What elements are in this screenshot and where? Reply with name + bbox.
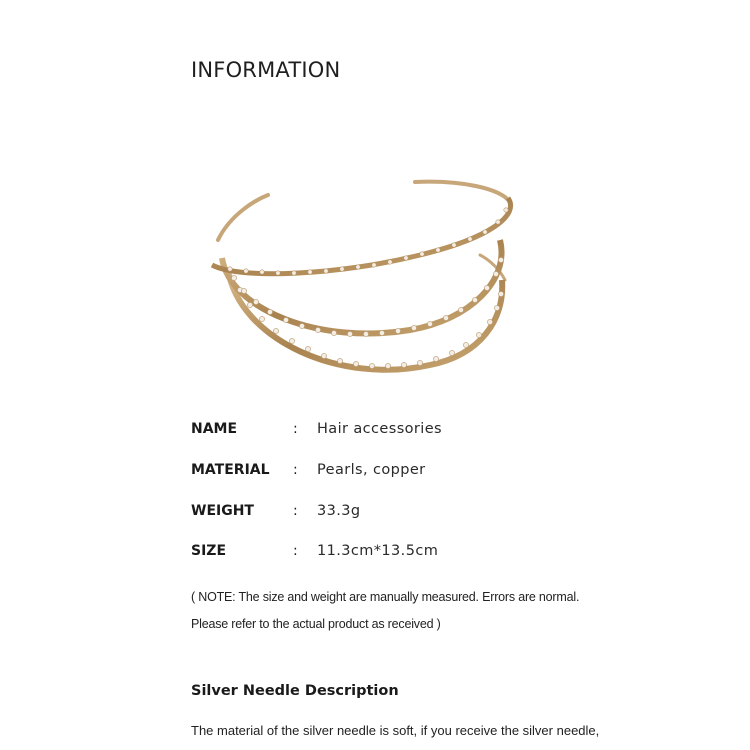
spec-row-weight bbox=[191, 503, 551, 527]
pearl-headband-image bbox=[200, 170, 530, 395]
spec-value: 11.3cm*13.5cm bbox=[317, 543, 439, 559]
spec-separator: : bbox=[293, 503, 298, 519]
spec-label: SIZE bbox=[191, 543, 227, 559]
spec-separator: : bbox=[293, 543, 298, 559]
note-line-1: ( NOTE: The size and weight are manually measured. Errors are normal. bbox=[191, 590, 580, 604]
spec-separator: : bbox=[293, 421, 298, 437]
spec-label: MATERIAL bbox=[191, 462, 270, 478]
spec-label: NAME bbox=[191, 421, 238, 437]
spec-row-material bbox=[191, 462, 551, 486]
silver-needle-heading: Silver Needle Description bbox=[191, 683, 399, 699]
spec-label: WEIGHT bbox=[191, 503, 254, 519]
page-title: INFORMATION bbox=[191, 58, 341, 82]
silver-needle-text: The material of the silver needle is soft, if you receive the silver needle, bbox=[191, 723, 600, 738]
spec-value: Hair accessories bbox=[317, 421, 442, 437]
spec-value: Pearls, copper bbox=[317, 462, 426, 478]
spec-value: 33.3g bbox=[317, 503, 361, 519]
spec-row-name bbox=[191, 421, 551, 445]
spec-separator: : bbox=[293, 462, 298, 478]
spec-row-size bbox=[191, 543, 551, 567]
note-line-2: Please refer to the actual product as received ) bbox=[191, 617, 441, 631]
